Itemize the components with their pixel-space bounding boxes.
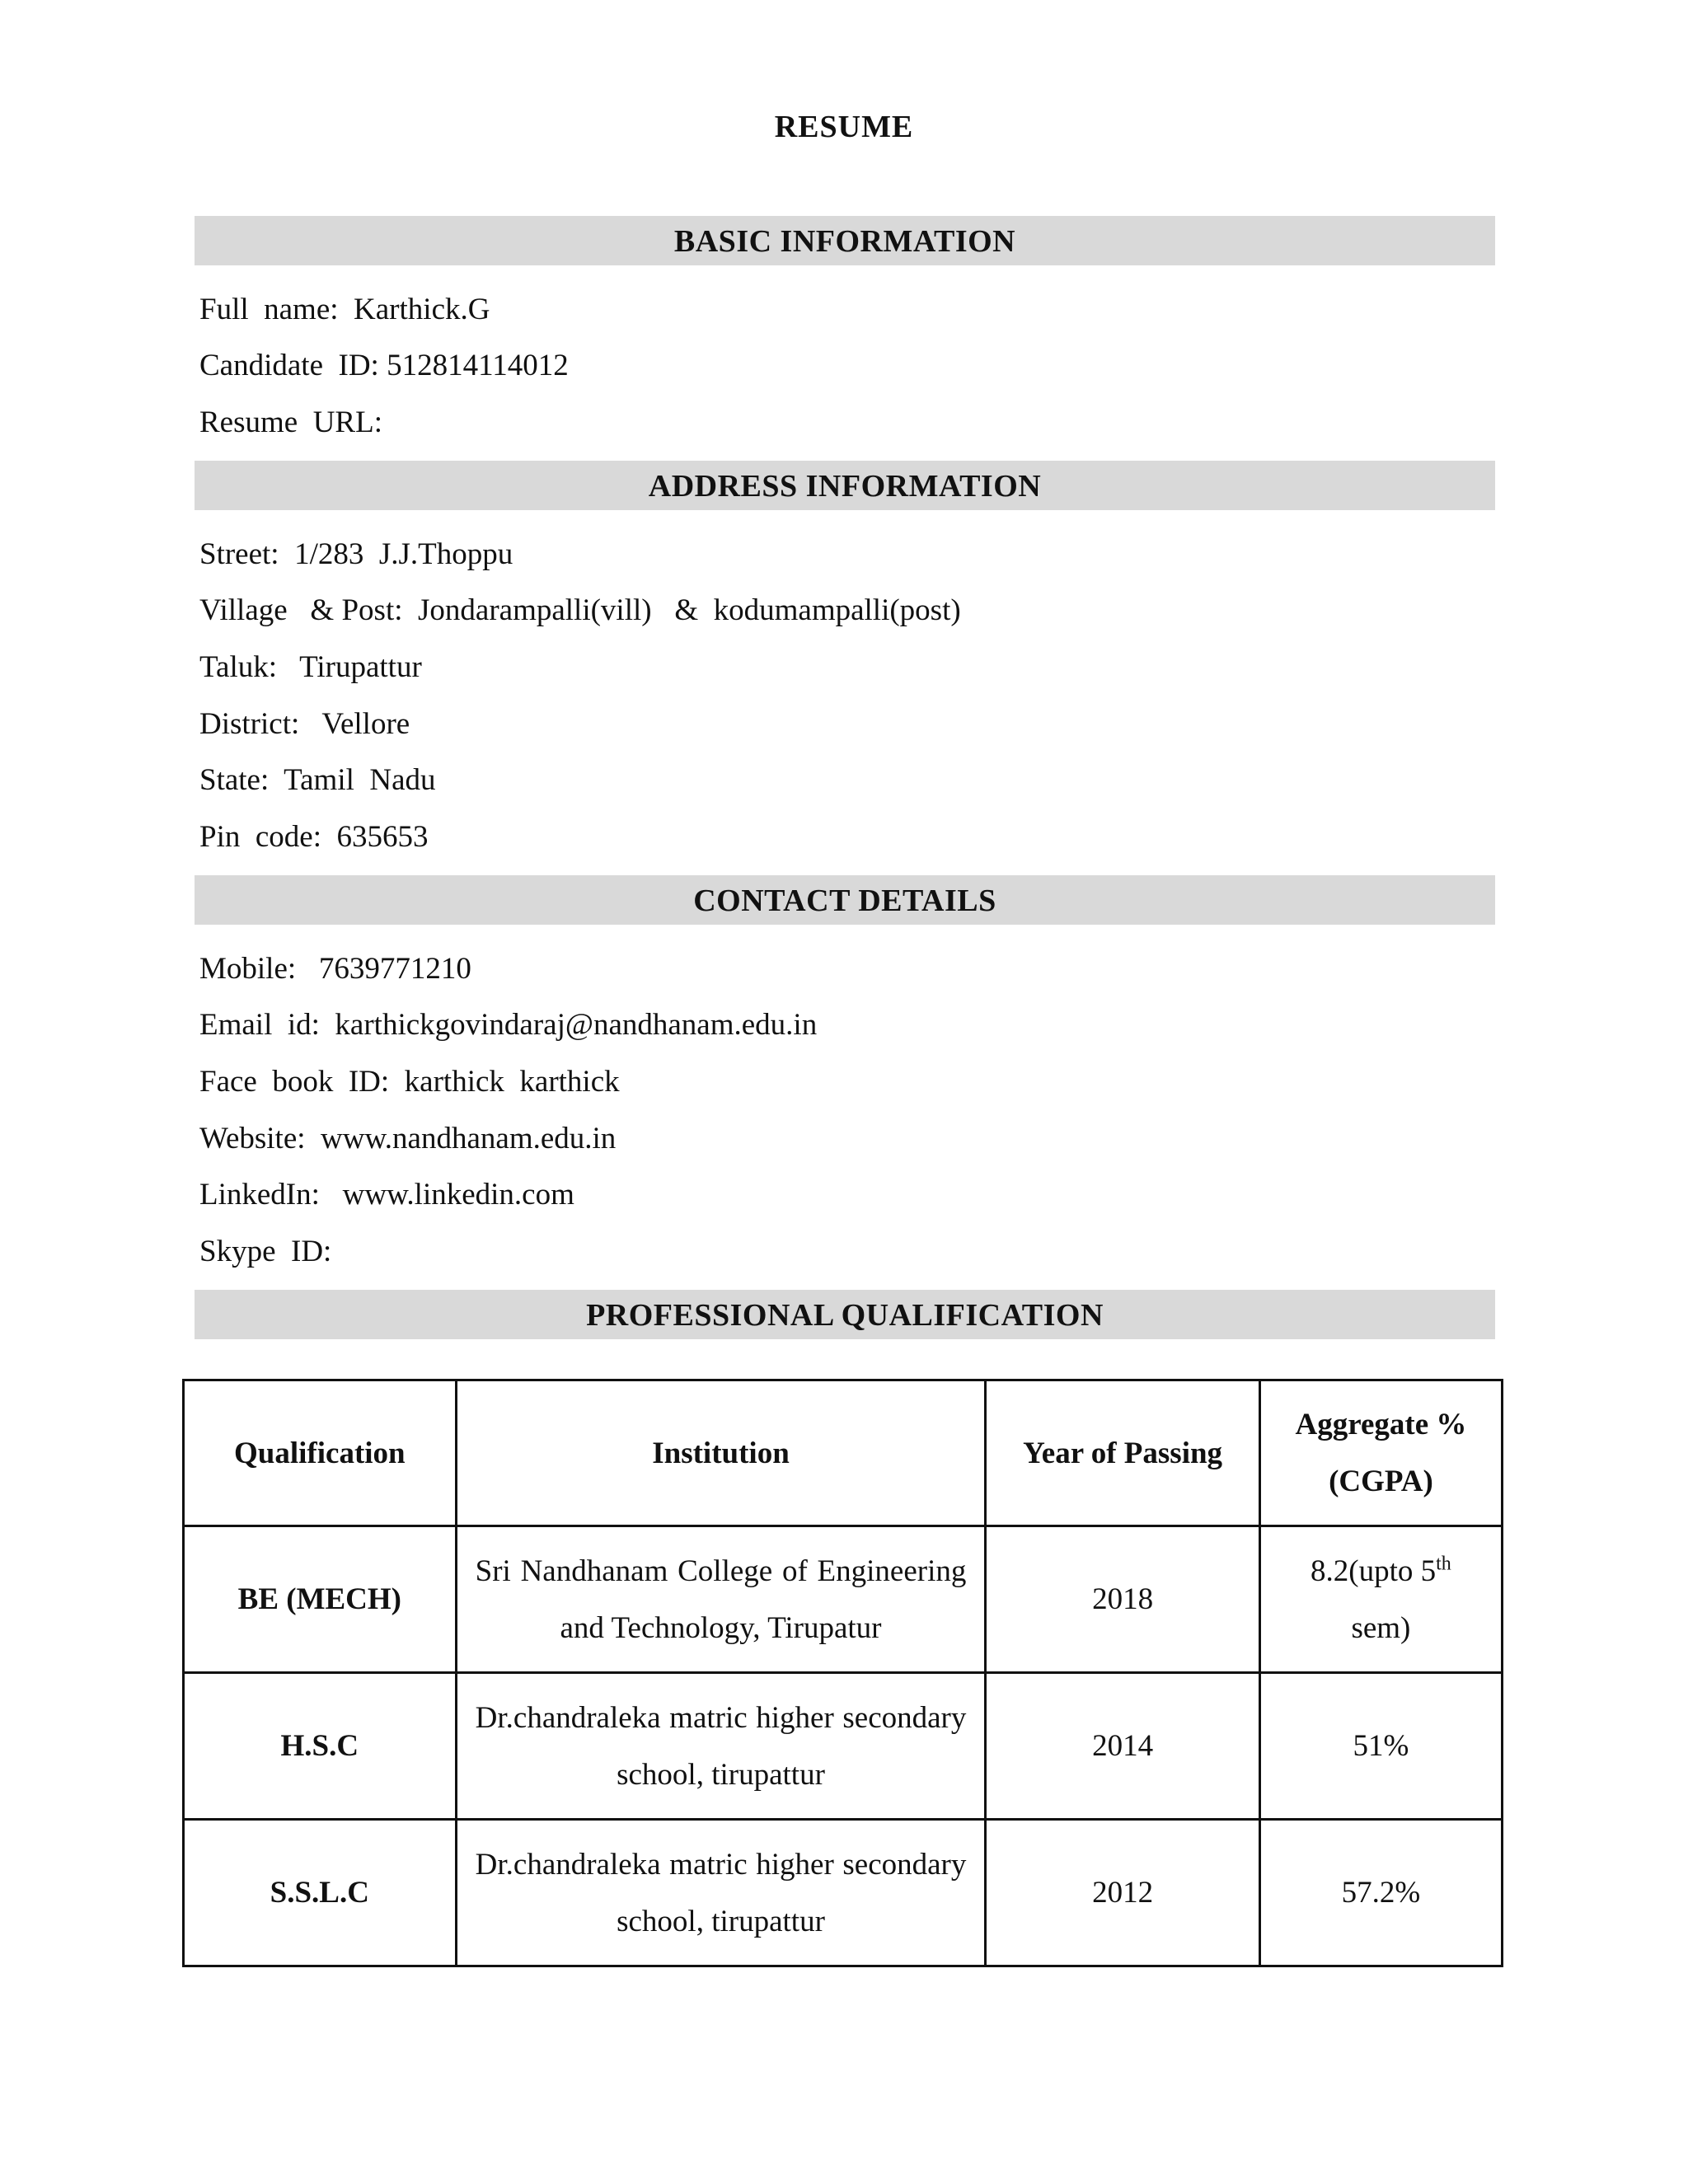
village-post-field: Village & Post: Jondarampalli(vill) & kodumampalli(post) xyxy=(199,593,961,627)
qualification-cell: BE (MECH) xyxy=(184,1526,457,1673)
year-cell: 2018 xyxy=(986,1526,1259,1673)
professional-qualification-heading: PROFESSIONAL QUALIFICATION xyxy=(195,1290,1495,1339)
header-year-of-passing: Year of Passing xyxy=(986,1380,1259,1526)
qualification-cell: S.S.L.C xyxy=(184,1820,457,1966)
year-cell: 2014 xyxy=(986,1673,1259,1820)
header-institution: Institution xyxy=(456,1380,986,1526)
street-field: Street: 1/283 J.J.Thoppu xyxy=(199,537,513,571)
email-field: Email id: karthickgovindaraj@nandhanam.edu.in xyxy=(199,1008,818,1042)
contact-details-heading: CONTACT DETAILS xyxy=(195,875,1495,925)
resume-url-field: Resume URL: xyxy=(199,405,382,439)
aggregate-main: 8.2(upto 5 xyxy=(1311,1554,1437,1588)
institution-cell: Dr.chandraleka matric higher secondary school, tirupattur xyxy=(456,1673,986,1820)
full-name-field: Full name: Karthick.G xyxy=(199,293,490,326)
qualification-cell: H.S.C xyxy=(184,1673,457,1820)
basic-information-heading: BASIC INFORMATION xyxy=(195,216,1495,265)
linkedin-field: LinkedIn: www.linkedin.com xyxy=(199,1178,574,1212)
table-row xyxy=(184,1820,1503,1966)
header-aggregate: Aggregate %(CGPA) xyxy=(1259,1380,1502,1526)
aggregate-cell xyxy=(1259,1526,1502,1673)
aggregate-superscript: th xyxy=(1436,1553,1451,1575)
address-information-heading: ADDRESS INFORMATION xyxy=(195,461,1495,510)
resume-title: RESUME xyxy=(774,110,914,144)
facebook-field: Face book ID: karthick karthick xyxy=(199,1065,620,1099)
website-field: Website: www.nandhanam.edu.in xyxy=(199,1122,617,1155)
header-qualification: Qualification xyxy=(184,1380,457,1526)
table-header-row xyxy=(184,1380,1503,1526)
skype-field: Skype ID: xyxy=(199,1235,332,1268)
district-field: District: Vellore xyxy=(199,707,410,741)
pincode-field: Pin code: 635653 xyxy=(199,820,429,854)
table-row xyxy=(184,1526,1503,1673)
table-row xyxy=(184,1673,1503,1820)
qualification-table xyxy=(182,1379,1503,1967)
aggregate-tail: sem) xyxy=(1351,1610,1411,1645)
institution-cell: Sri Nandhanam College of Engineering and Technology, Tirupatur xyxy=(456,1526,986,1673)
institution-cell: Dr.chandraleka matric higher secondary school, tirupattur xyxy=(456,1820,986,1966)
aggregate-cell: 57.2% xyxy=(1259,1820,1502,1966)
mobile-field: Mobile: 7639771210 xyxy=(199,952,471,986)
year-cell: 2012 xyxy=(986,1820,1259,1966)
candidate-id-field: Candidate ID: 512814114012 xyxy=(199,349,569,382)
state-field: State: Tamil Nadu xyxy=(199,763,436,797)
taluk-field: Taluk: Tirupattur xyxy=(199,650,422,684)
aggregate-cell: 51% xyxy=(1259,1673,1502,1820)
